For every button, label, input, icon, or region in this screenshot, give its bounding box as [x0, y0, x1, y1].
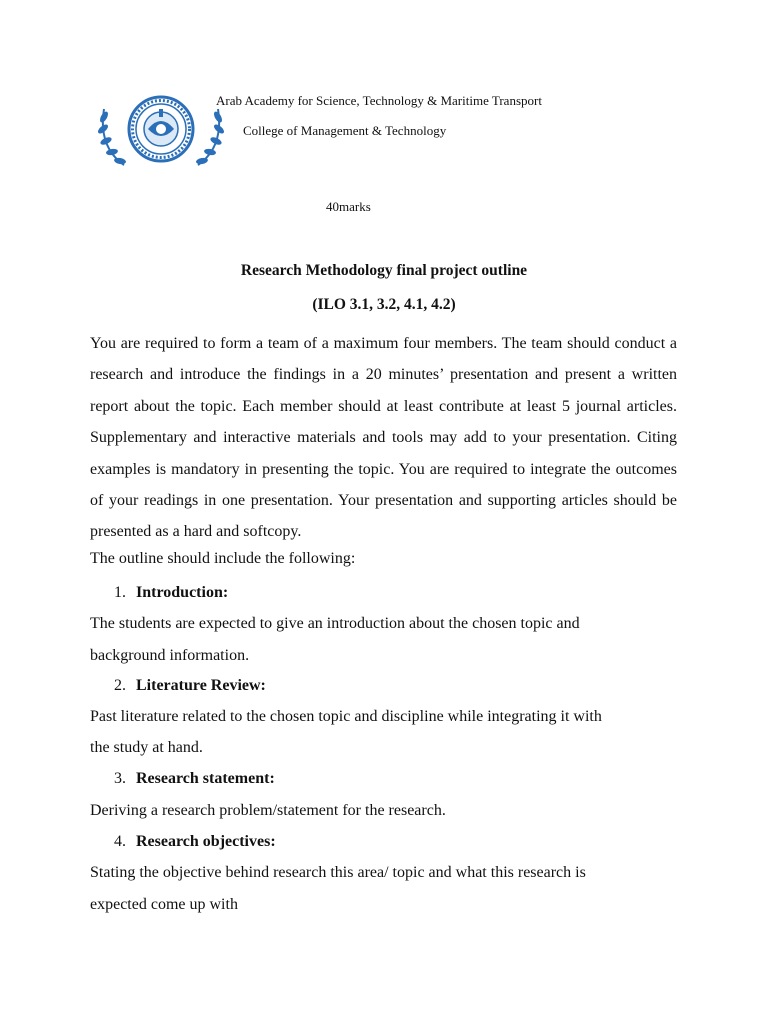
- section-heading-research-statement: [114, 770, 275, 788]
- section-text-line: Deriving a research problem/statement for the research.: [90, 802, 446, 819]
- marks-label: 40marks: [326, 199, 371, 214]
- section-number: 3.: [114, 770, 126, 787]
- section-text-line: Past literature related to the chosen topic and discipline while integrating it with: [90, 708, 602, 725]
- college-name: College of Management & Technology: [243, 123, 447, 138]
- section-text-line: Stating the objective behind research this area/ topic and what this research is: [90, 864, 586, 881]
- section-label: Research statement:: [136, 770, 275, 787]
- section-text-line: The students are expected to give an introduction about the chosen topic and: [90, 615, 580, 632]
- document-title: Research Methodology final project outline: [240, 262, 528, 279]
- section-number: 2.: [114, 677, 126, 694]
- section-heading-literature-review: [114, 677, 266, 695]
- section-heading-introduction: [114, 584, 228, 602]
- section-label: Literature Review:: [136, 677, 266, 694]
- aast-logo: [90, 95, 232, 171]
- institution-name: Arab Academy for Science, Technology & Maritime Transport: [216, 93, 542, 108]
- section-text-line: expected come up with: [90, 896, 238, 913]
- section-number: 1.: [114, 584, 126, 601]
- section-text-line: the study at hand.: [90, 739, 203, 756]
- outline-lead: The outline should include the following:: [90, 550, 356, 567]
- intro-paragraph: You are required to form a team of a maximum four members. The team should conduct a research and introduce the findings in a 20 minutes’ presentation and present a written report about the topic. Each member should at least contribute at least 5 journal articles. Supplementary and interactive materials and tools may add to your presentation. Citing examples is mandatory in presenting the topic. You are required to integrate the outcomes of your readings in one presentation. Your presentation and supporting articles should be presented as a hard and softcopy.: [90, 335, 677, 541]
- section-heading-research-objectives: [114, 833, 276, 851]
- section-number: 4.: [114, 833, 126, 850]
- ilo-subtitle: (ILO 3.1, 3.2, 4.1, 4.2): [312, 296, 456, 313]
- section-label: Introduction:: [136, 584, 229, 601]
- section-label: Research objectives:: [136, 833, 276, 850]
- section-text-line: background information.: [90, 647, 250, 664]
